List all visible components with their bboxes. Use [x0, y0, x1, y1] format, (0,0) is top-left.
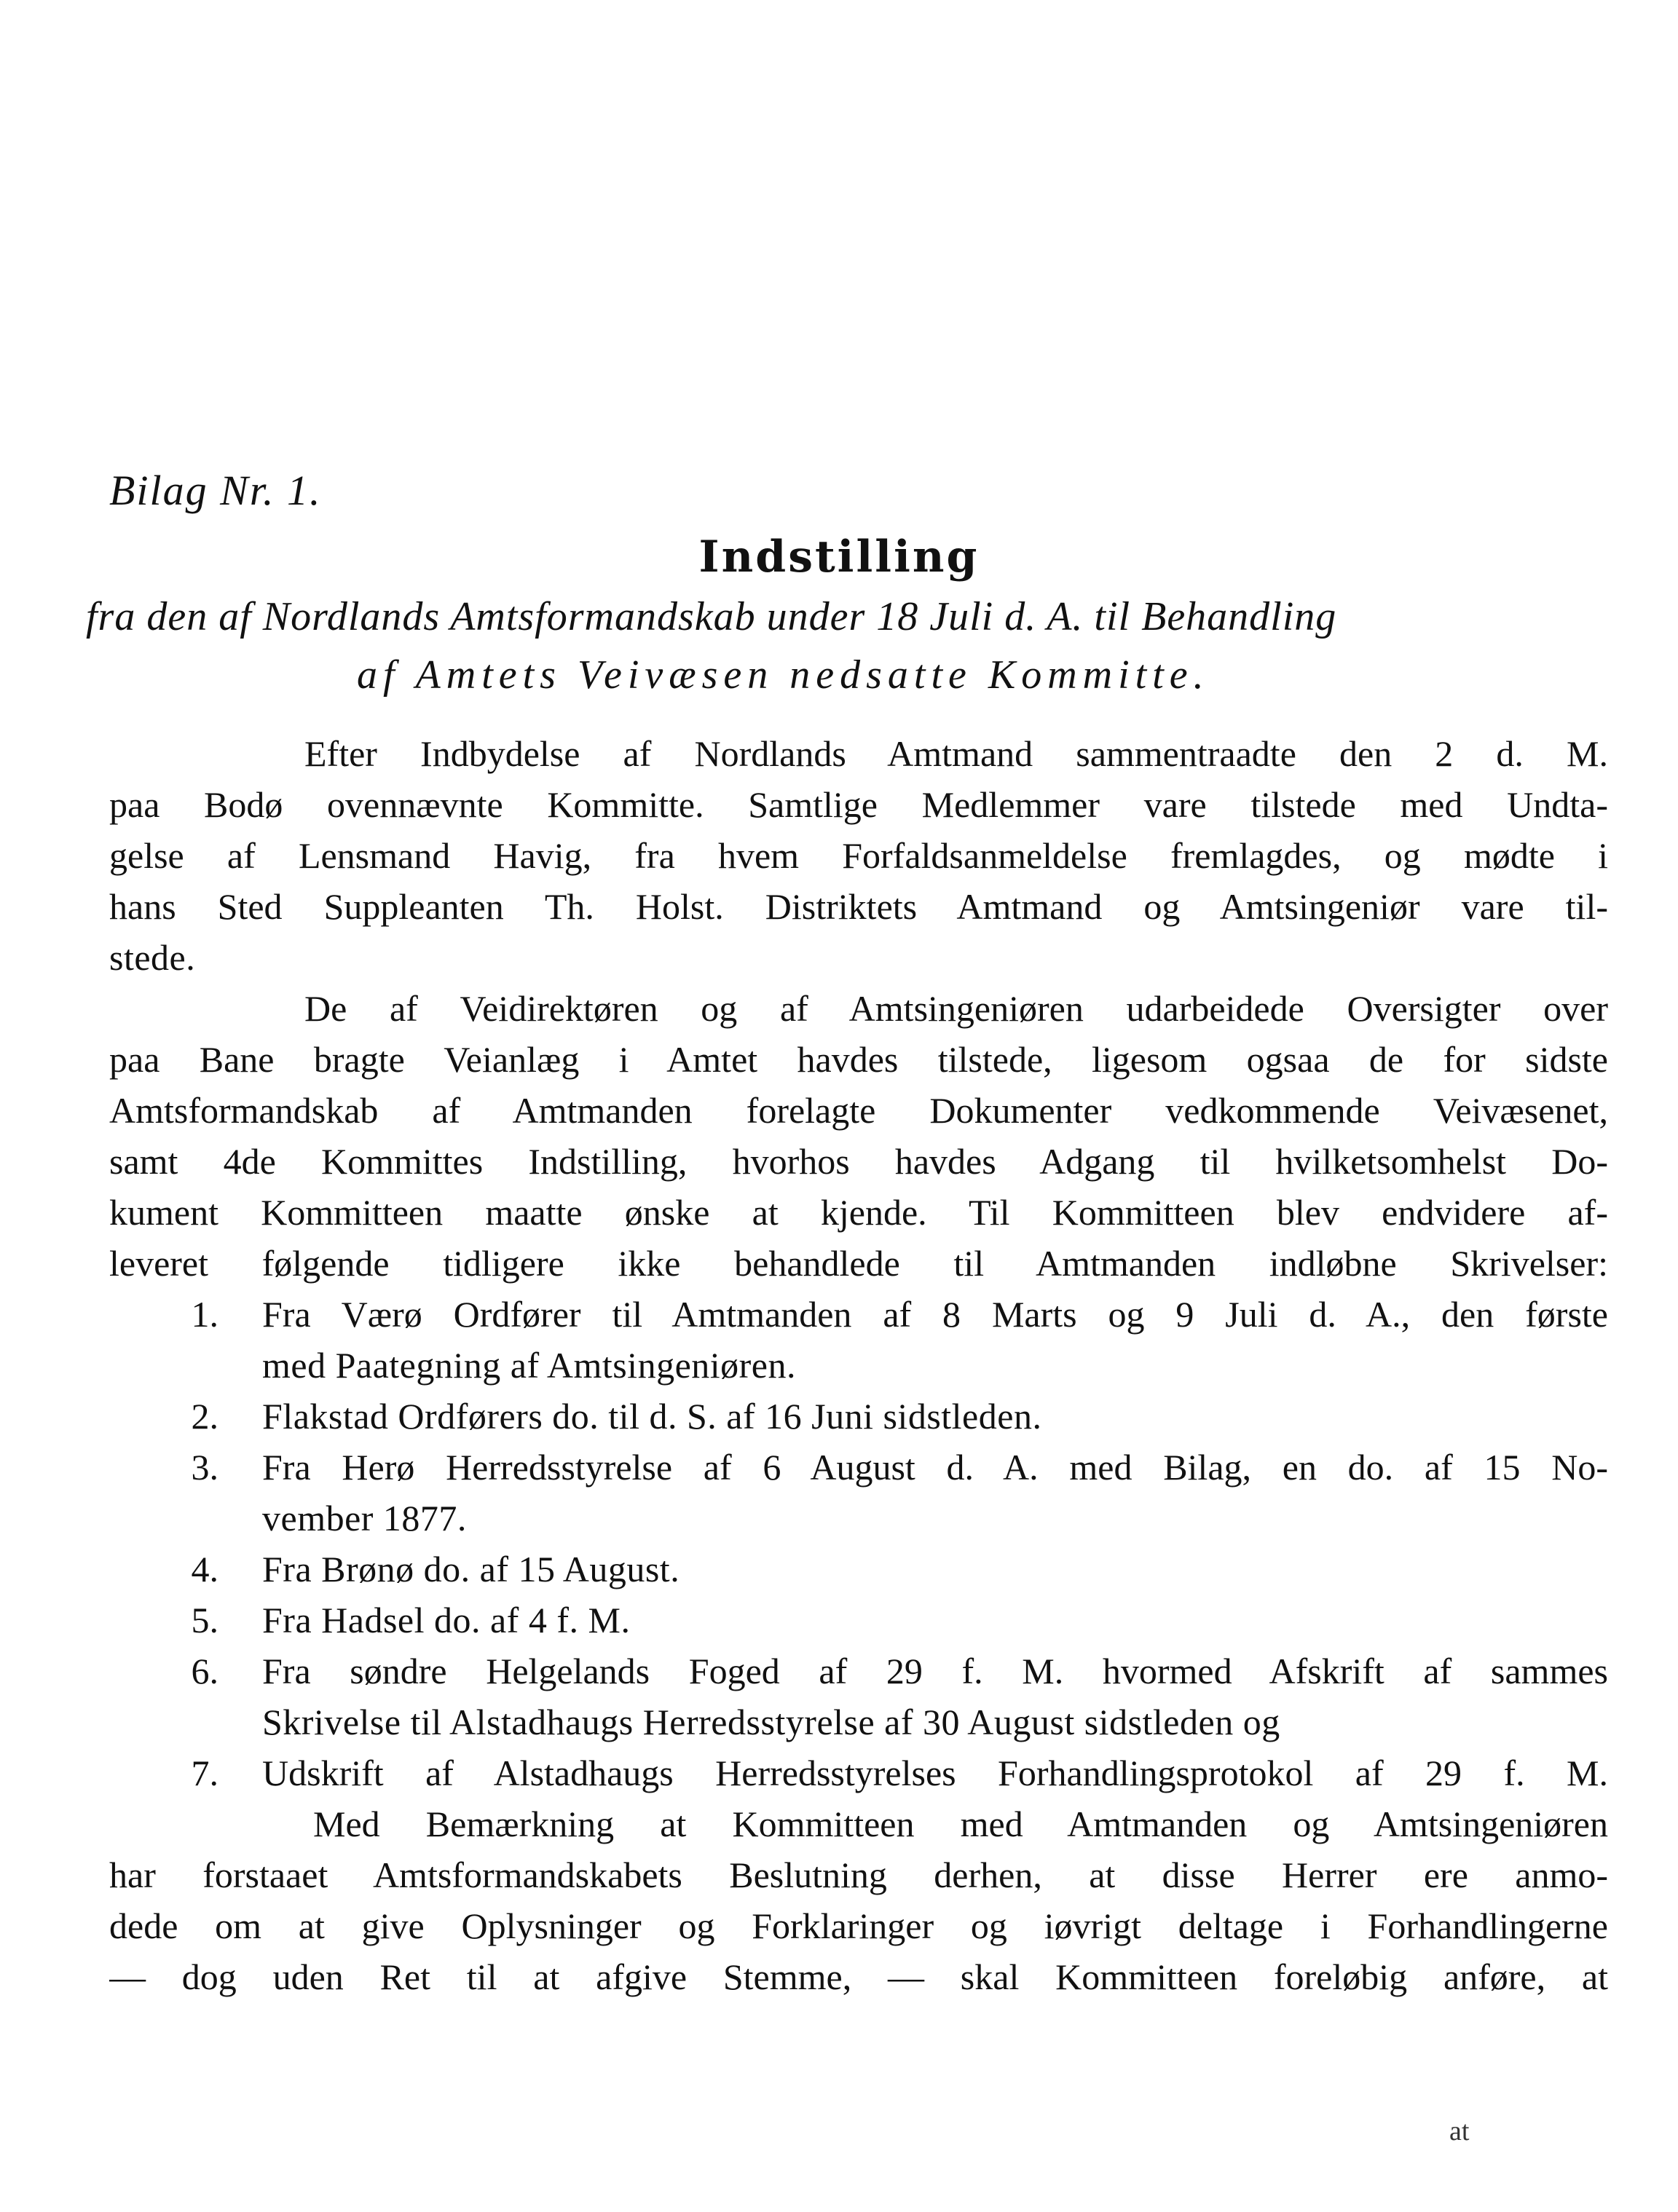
list-number: 6.	[191, 1651, 218, 1691]
subtitle-line: af Amtets Veivæsen nedsatte Kommitte.	[357, 652, 1210, 698]
list-number: 7.	[191, 1753, 218, 1793]
list-number: 5.	[191, 1600, 218, 1640]
paragraph-line: paa Bodø ovennævnte Kommitte. Samtlige Medlemmer vare tilstede med Undta-	[109, 784, 1608, 825]
list-number: 1.	[191, 1294, 218, 1335]
paragraph-line: De af Veidirektøren og af Amtsingeniøren udarbeidede Oversigter over	[304, 988, 1608, 1029]
list-item-line: Flakstad Ordførers do. til d. S. af 16 Juni sidstleden.	[262, 1396, 1042, 1437]
paragraph-line: gelse af Lensmand Havig, fra hvem Forfaldsanmeldelse fremlagdes, og mødte i	[109, 835, 1608, 876]
paragraph-line: Med Bemærkning at Kommitteen med Amtmanden og Amtsingeniøren	[313, 1804, 1608, 1844]
appendix-label: Bilag Nr. 1.	[109, 467, 322, 514]
paragraph-line: hans Sted Suppleanten Th. Holst. Distriktets Amtmand og Amtsingeniør vare til-	[109, 886, 1608, 927]
paragraph-line: stede.	[109, 937, 196, 978]
paragraph-line: samt 4de Kommittes Indstilling, hvorhos havdes Adgang til hvilketsomhelst Do-	[109, 1141, 1608, 1182]
paragraph-line: kument Kommitteen maatte ønske at kjende. Til Kommitteen blev endvidere af-	[109, 1192, 1608, 1233]
paragraph-line: Efter Indbydelse af Nordlands Amtmand sammentraadte den 2 d. M.	[304, 733, 1608, 774]
list-number: 2.	[191, 1396, 218, 1437]
catchword: at	[1449, 2116, 1470, 2146]
list-item-line: Fra Værø Ordfører til Amtmanden af 8 Marts og 9 Juli d. A., den første	[262, 1294, 1608, 1335]
list-item-line: Fra søndre Helgelands Foged af 29 f. M. hvormed Afskrift af sammes	[262, 1651, 1608, 1691]
list-item-line: Udskrift af Alstadhaugs Herredsstyrelses Forhandlingsprotokol af 29 f. M.	[262, 1753, 1608, 1793]
subtitle-line: fra den af Nordlands Amtsformandskab under 18 Juli d. A. til Behandling	[86, 594, 1337, 639]
list-item-line: Fra Brønø do. af 15 August.	[262, 1549, 680, 1589]
list-item-line: med Paategning af Amtsingeniøren.	[262, 1345, 797, 1386]
document-heading: Indstilling	[698, 532, 980, 582]
paragraph-line: — dog uden Ret til at afgive Stemme, — skal Kommitteen foreløbig anføre, at	[109, 1956, 1608, 1997]
list-number: 4.	[191, 1549, 218, 1589]
list-item-line: vember 1877.	[262, 1498, 467, 1538]
list-item-line: Fra Hadsel do. af 4 f. M.	[262, 1600, 631, 1640]
list-item-line: Skrivelse til Alstadhaugs Herredsstyrelse af 30 August sidstleden og	[262, 1702, 1280, 1742]
paragraph-line: leveret følgende tidligere ikke behandlede til Amtmanden indløbne Skrivelser:	[109, 1243, 1608, 1284]
paragraph-line: har forstaaet Amtsformandskabets Beslutning derhen, at disse Herrer ere anmo-	[109, 1854, 1608, 1895]
paragraph-line: Amtsformandskab af Amtmanden forelagte Dokumenter vedkommende Veivæsenet,	[109, 1090, 1608, 1131]
paragraph-line: dede om at give Oplysninger og Forklaringer og iøvrigt deltage i Forhandlingerne	[109, 1905, 1608, 1946]
list-number: 3.	[191, 1447, 218, 1488]
paragraph-line: paa Bane bragte Veianlæg i Amtet havdes tilstede, ligesom ogsaa de for sidste	[109, 1039, 1608, 1080]
list-item-line: Fra Herø Herredsstyrelse af 6 August d. A. med Bilag, en do. af 15 No-	[262, 1447, 1608, 1488]
